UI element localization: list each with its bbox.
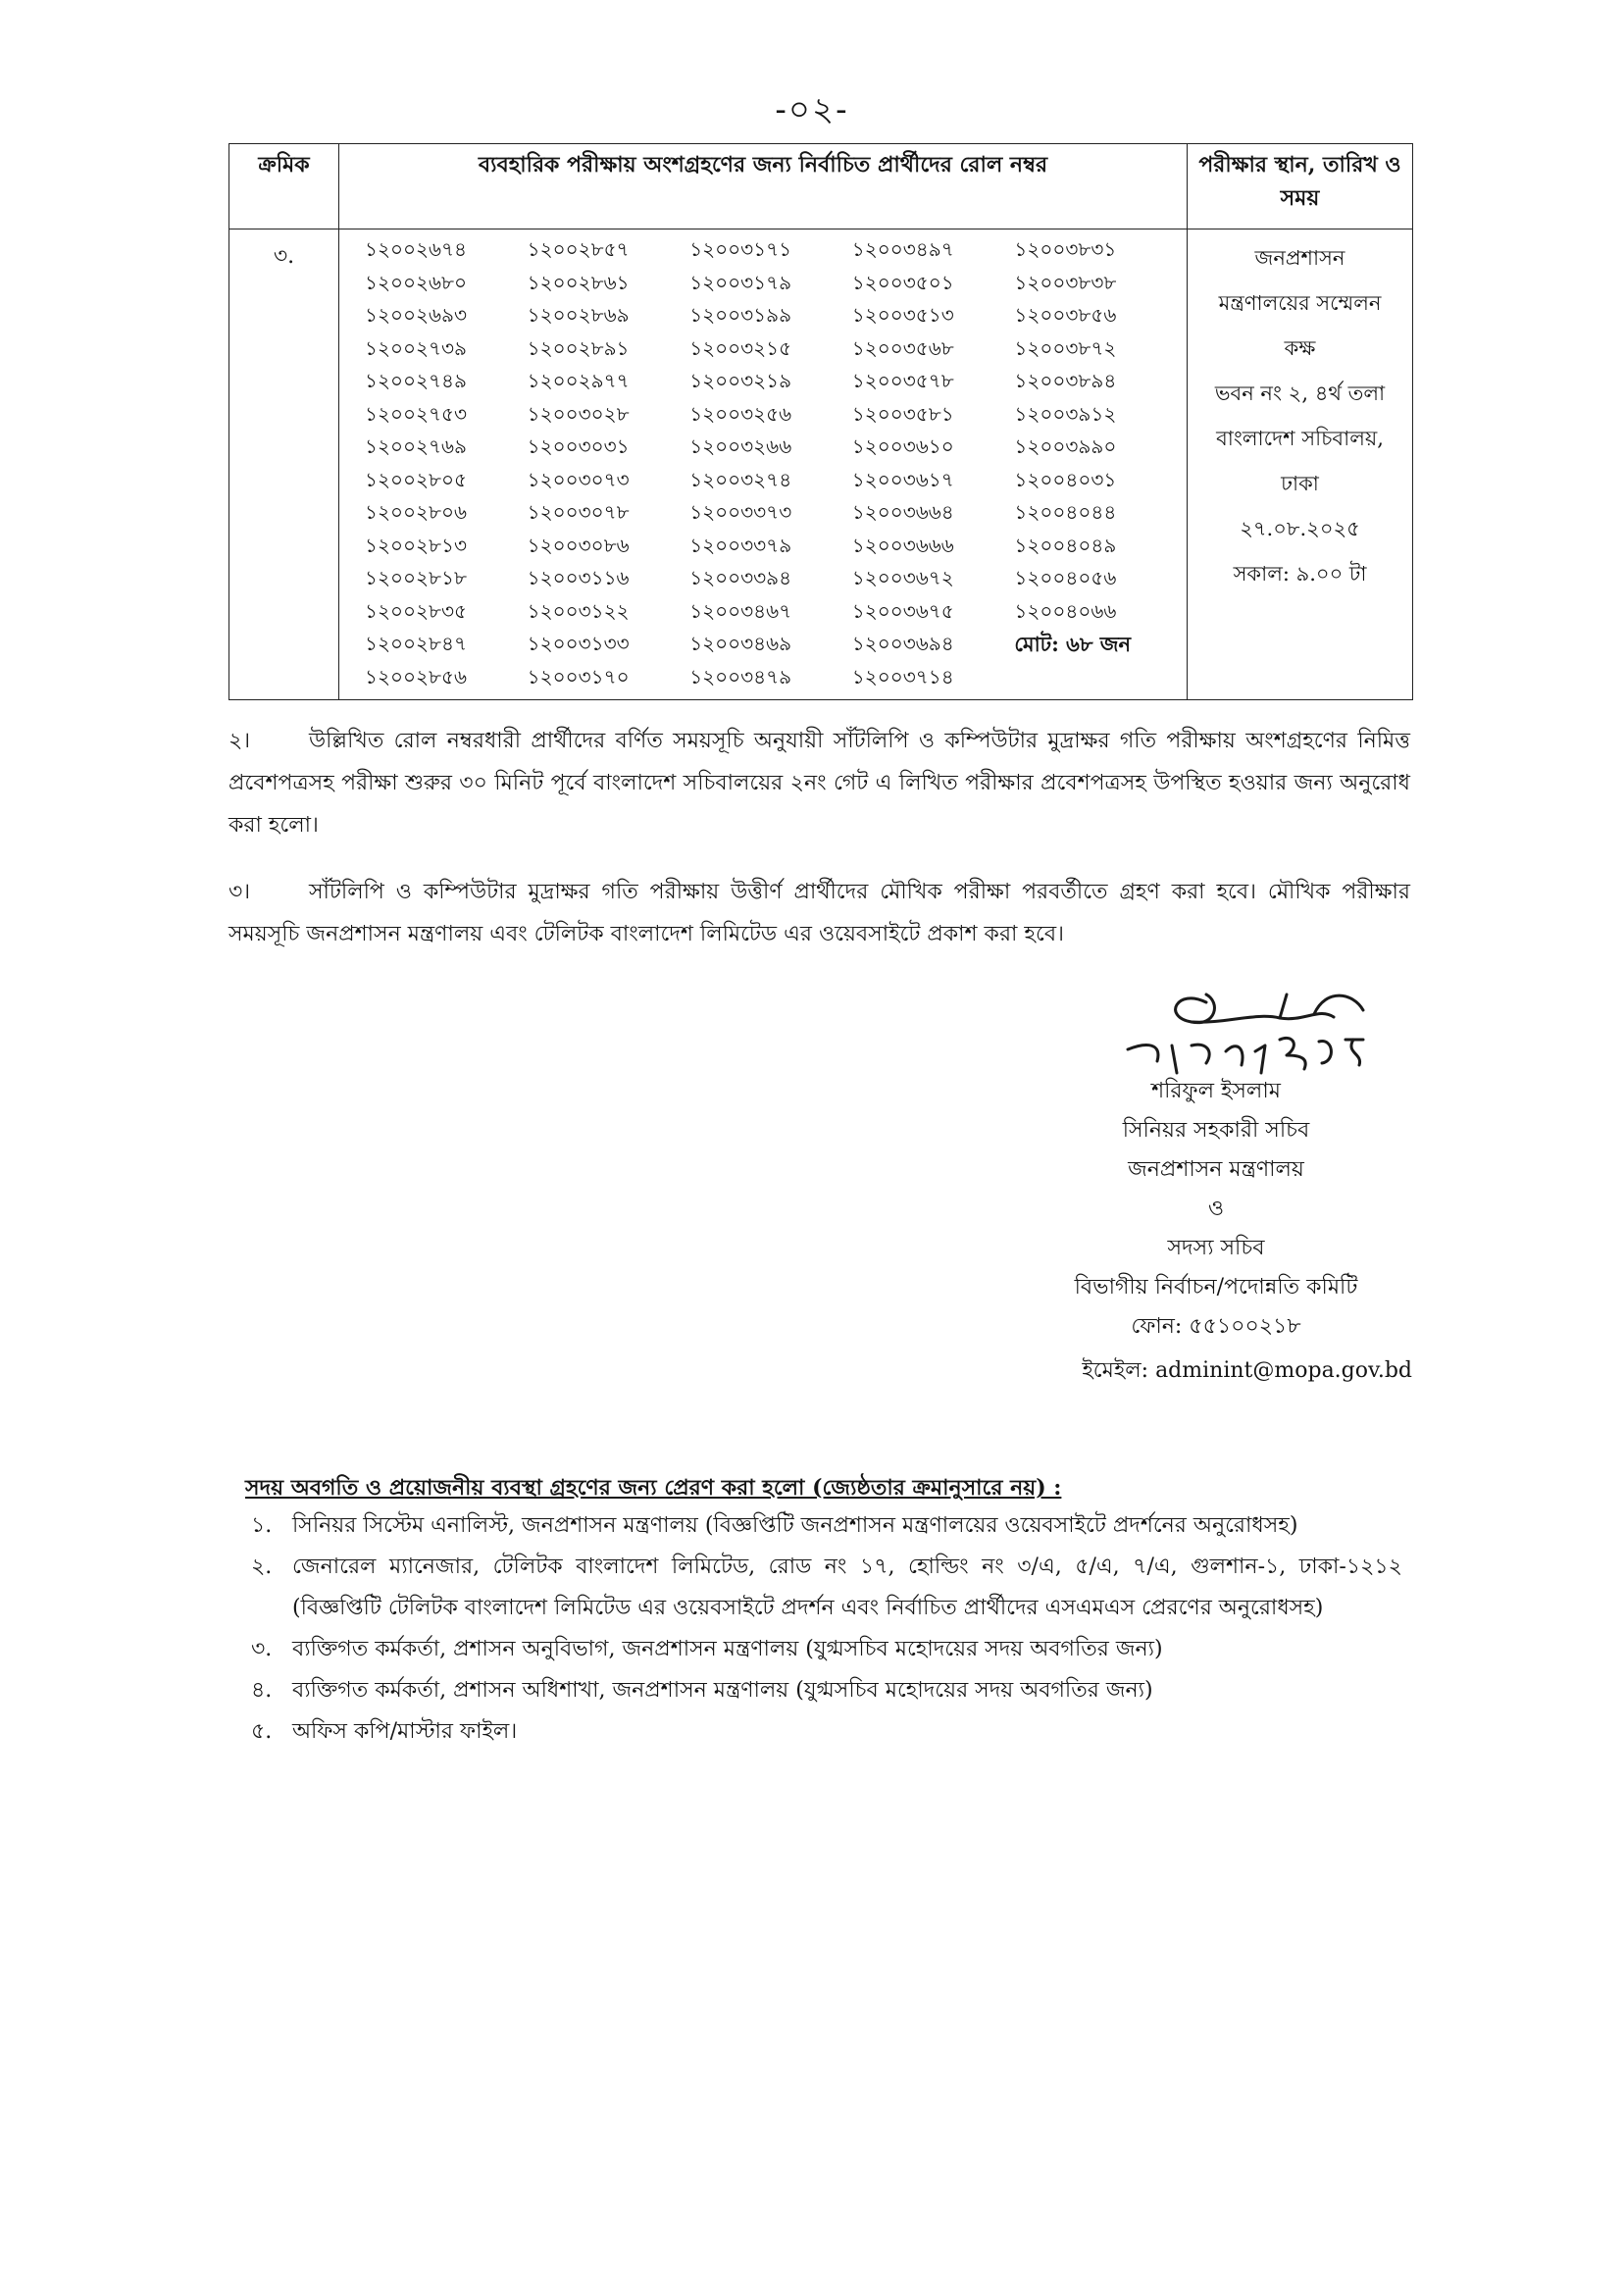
signature-stroke [1176, 994, 1215, 1023]
roll-number: ১২০০৩৫৬৮ [851, 335, 954, 360]
list-item-number: ২. [251, 1555, 273, 1579]
total-count: মোট: ৬৮ জন [1014, 632, 1132, 657]
roll-numbers-cell [339, 229, 1188, 700]
venue-line: বাংলাদেশ সচিবালয়, [1216, 427, 1384, 450]
roll-number: ১২০০৩২৭৪ [689, 467, 792, 491]
roll-number: ১২০০৩১৯৯ [689, 303, 792, 328]
signatory-role: সদস্য সচিব [1167, 1236, 1265, 1260]
venue-line: সকাল: ৯.০০ টা [1233, 562, 1367, 586]
roll-number: ১২০০৩০৩১ [527, 434, 630, 459]
paragraph-number: ২। [228, 729, 251, 753]
roll-number: ১২০০২৭৬৯ [365, 434, 467, 459]
header-serial: ক্রমিক [229, 144, 339, 229]
list-item [245, 1547, 1402, 1629]
roll-number: ১২০০২৬৭৪ [365, 237, 467, 262]
roll-number: ১২০০৩৫৭৮ [851, 369, 954, 393]
roll-number: ১২০০৩১৭০ [527, 664, 630, 688]
roll-number: ১২০০২৮৯১ [527, 335, 630, 360]
signatory-email: ইমেইল: adminint@mopa.gov.bd [1082, 1358, 1412, 1383]
roll-number: ১২০০৩০৮৬ [527, 533, 630, 557]
roll-number: ১২০০৩২১৫ [689, 335, 792, 360]
signatory-block [1030, 1072, 1402, 1347]
list-item [245, 1670, 1402, 1711]
roll-number: ১২০০৩৬১০ [851, 434, 954, 459]
venue-line: ঢাকা [1281, 472, 1319, 495]
roll-number: ১২০০৩৯১২ [1014, 401, 1117, 426]
distribution-heading: সদয় অবগতি ও প্রয়োজনীয় ব্যবস্থা গ্রহণের জন্য প্রেরণ করা হলো (জ্যেষ্ঠতার ক্রমানুসারে নয়) : [245, 1475, 1062, 1501]
distribution-list [245, 1505, 1402, 1753]
roll-number: ১২০০৩১২২ [527, 598, 630, 623]
roll-number: ১২০০২৯৭৭ [527, 369, 630, 393]
roll-number: ১২০০৩৫১৩ [851, 303, 954, 328]
paragraph-text: উল্লিখিত রোল নম্বরধারী প্রার্থীদের বর্ণিত সময়সূচি অনুযায়ী সাঁটলিপি ও কম্পিউটার মুদ্রাক্ষর গতি পরীক্ষায় অংশগ্রহণের নিমিত্ত প্রবেশপত্রসহ পরীক্ষা শুরুর ৩০ মিনিট পূর্বে বাংলাদেশ সচিবালয়ের ২নং গেট এ লিখিত পরীক্ষার প্রবেশপত্রসহ উপস্থিত হওয়ার জন্য অনুরোধ করা হলো। [228, 729, 1410, 838]
list-item [245, 1711, 1402, 1753]
roll-number: ১২০০২৮৬১ [527, 270, 630, 294]
roll-number: ১২০০৩৬৬৬ [851, 533, 954, 557]
roll-number: ১২০০২৭৪৯ [365, 369, 467, 393]
roll-number: ১২০০২৬৮০ [365, 270, 467, 294]
roll-number: ১২০০৩১৭৯ [689, 270, 792, 294]
venue-line: ভবন নং ২, ৪র্থ তলা [1214, 382, 1386, 405]
roll-number-table [228, 143, 1413, 700]
paragraph-number: ৩। [228, 880, 251, 904]
roll-number: ১২০০৪০৪৯ [1014, 533, 1117, 557]
list-item-number: ৩. [251, 1637, 273, 1661]
roll-number: ১২০০৩৪৭৯ [689, 664, 792, 688]
roll-number: ১২০০২৮০৬ [365, 500, 467, 525]
signatory-committee: বিভাগীয় নির্বাচন/পদোন্নতি কমিটি [1074, 1275, 1358, 1300]
list-item-number: ৫. [251, 1719, 273, 1744]
header-roll-numbers: ব্যবহারিক পরীক্ষায় অংশগ্রহণের জন্য নির্বাচিত প্রার্থীদের রোল নম্বর [339, 144, 1188, 229]
roll-number: ১২০০৩৫০১ [851, 270, 954, 294]
roll-number: ১২০০২৭৫৩ [365, 401, 467, 426]
handwritten-date [1128, 1045, 1265, 1073]
roll-number: ১২০০২৮০৫ [365, 467, 467, 491]
venue-cell [1188, 229, 1413, 700]
paragraph-3 [228, 871, 1410, 955]
roll-number: ১২০০২৮৬৯ [527, 303, 630, 328]
roll-number: ১২০০৩৩৭৩ [689, 500, 792, 525]
roll-number: ১২০০৩৩৭৯ [689, 533, 792, 557]
roll-number: ১২০০৩৬৭২ [851, 566, 954, 590]
roll-number: ১২০০২৮৩৫ [365, 598, 467, 623]
roll-number: ১২০০৩৬৬৪ [851, 500, 954, 525]
list-item-text: সিনিয়র সিস্টেম এনালিস্ট, জনপ্রশাসন মন্ত্রণালয় (বিজ্ঞপ্তিটি জনপ্রশাসন মন্ত্রণালয়ের ওয়েবসাইটে প্রদর্শনের অনুরোধসহ) [292, 1513, 1298, 1538]
roll-number: ১২০০৩৮৩১ [1014, 237, 1117, 262]
roll-number: ১২০০৩৮৩৮ [1014, 270, 1117, 294]
table-row [229, 229, 1413, 700]
roll-number: ১২০০২৭৩৯ [365, 335, 467, 360]
table-header-row [229, 144, 1413, 229]
roll-number: ১২০০৩০৭৮ [527, 500, 630, 525]
list-item-text: জেনারেল ম্যানেজার, টেলিটক বাংলাদেশ লিমিটেড, রোড নং ১৭, হোল্ডিং নং ৩/এ, ৫/এ, ৭/এ, গুলশান-১, ঢাকা-১২১২ (বিজ্ঞপ্তিটি টেলিটক বাংলাদেশ লিমিটেড এর ওয়েবসাইটে প্রদর্শন এবং নির্বাচিত প্রার্থীদের এসএমএস প্রেরণের অনুরোধসহ) [292, 1555, 1402, 1620]
roll-number-grid [339, 229, 1187, 699]
roll-number: ১২০০৪০৩১ [1014, 467, 1117, 491]
venue-line: ২৭.০৮.২০২৫ [1240, 517, 1360, 540]
roll-number: ১২০০৩৪৬৭ [689, 598, 792, 623]
roll-number: ১২০০৩৫৮১ [851, 401, 954, 426]
roll-number: ১২০০৩১৭১ [689, 237, 792, 262]
list-item-number: ৪. [251, 1678, 273, 1703]
roll-number: ১২০০৩১৩৩ [527, 632, 630, 656]
roll-number: ১২০০৪০৪৪ [1014, 500, 1117, 525]
roll-number: ১২০০৩০২৮ [527, 401, 630, 426]
list-item [245, 1629, 1402, 1670]
roll-number: ১২০০৩৯৯০ [1014, 434, 1117, 459]
roll-number: ১২০০৩৬৯৪ [851, 632, 954, 656]
roll-number: ১২০০৩২৫৬ [689, 401, 792, 426]
header-venue: পরীক্ষার স্থান, তারিখ ও সময় [1188, 144, 1413, 229]
roll-number: ১২০০৩৬৭৫ [851, 598, 954, 623]
paragraph-text: সাঁটলিপি ও কম্পিউটার মুদ্রাক্ষর গতি পরীক্ষায় উত্তীর্ণ প্রার্থীদের মৌখিক পরীক্ষা পরবর্তীতে গ্রহণ করা হবে। মৌখিক পরীক্ষার সময়সূচি জনপ্রশাসন মন্ত্রণালয় এবং টেলিটক বাংলাদেশ লিমিটেড এর ওয়েবসাইটে প্রকাশ করা হবে। [228, 880, 1410, 946]
signatory-office: জনপ্রশাসন মন্ত্রণালয় [1128, 1157, 1304, 1182]
roll-number: ১২০০২৮৪৭ [365, 632, 467, 656]
roll-number: ১২০০২৬৯৩ [365, 303, 467, 328]
paragraph-2 [228, 720, 1410, 846]
roll-number: ১২০০২৮৫৬ [365, 664, 467, 688]
roll-number: ১২০০২৮১৩ [365, 533, 467, 557]
roll-number: ১২০০৩৪৬৯ [689, 632, 792, 656]
list-item-text: অফিস কপি/মাস্টার ফাইল। [292, 1719, 518, 1744]
roll-number: ১২০০৩১১৬ [527, 566, 630, 590]
venue-line: জনপ্রশাসন [1254, 246, 1345, 270]
roll-number: ১২০০৩৮৭২ [1014, 335, 1117, 360]
serial-cell: ৩. [229, 229, 339, 700]
list-item-text: ব্যক্তিগত কর্মকর্তা, প্রশাসন অনুবিভাগ, জনপ্রশাসন মন্ত্রণালয় (যুগ্মসচিব মহোদয়ের সদয় অবগতির জন্য) [292, 1637, 1163, 1661]
roll-number: ১২০০৩৬১৭ [851, 467, 954, 491]
list-item [245, 1505, 1402, 1547]
roll-number: ১২০০৩২৬৬ [689, 434, 792, 459]
roll-number: ১২০০৪০৬৬ [1014, 598, 1117, 623]
venue-line: কক্ষ [1284, 336, 1316, 360]
roll-number: ১২০০৩৮৯৪ [1014, 369, 1117, 393]
roll-number: ১২০০৩৩৯৪ [689, 566, 792, 590]
venue-line: মন্ত্রণালয়ের সম্মেলন [1218, 291, 1382, 315]
list-item-number: ১. [251, 1513, 273, 1538]
handwritten-date [1280, 1038, 1363, 1069]
roll-number: ১২০০৩৪৯৭ [851, 237, 954, 262]
signatory-designation: সিনিয়র সহকারী সচিব [1122, 1118, 1310, 1143]
list-item-text: ব্যক্তিগত কর্মকর্তা, প্রশাসন অধিশাখা, জনপ্রশাসন মন্ত্রণালয় (যুগ্মসচিব মহোদয়ের সদয় অবগতির জন্য) [292, 1678, 1153, 1703]
page-number: -০২- [775, 90, 849, 129]
roll-number: ১২০০৪০৫৬ [1014, 566, 1117, 590]
roll-number: ১২০০২৮৫৭ [527, 237, 630, 262]
signatory-phone: ফোন: ৫৫১০০২১৮ [1131, 1314, 1301, 1339]
roll-number: ১২০০৩৮৫৬ [1014, 303, 1117, 328]
signatory-name: শরিফুল ইসলাম [1151, 1079, 1281, 1103]
roll-number: ১২০০৩০৭৩ [527, 467, 630, 491]
signatory-conjunction: ও [1207, 1197, 1225, 1221]
roll-number: ১২০০৩২১৯ [689, 369, 792, 393]
roll-number: ১২০০৩৭১৪ [851, 664, 954, 688]
roll-number: ১২০০২৮১৮ [365, 566, 467, 590]
